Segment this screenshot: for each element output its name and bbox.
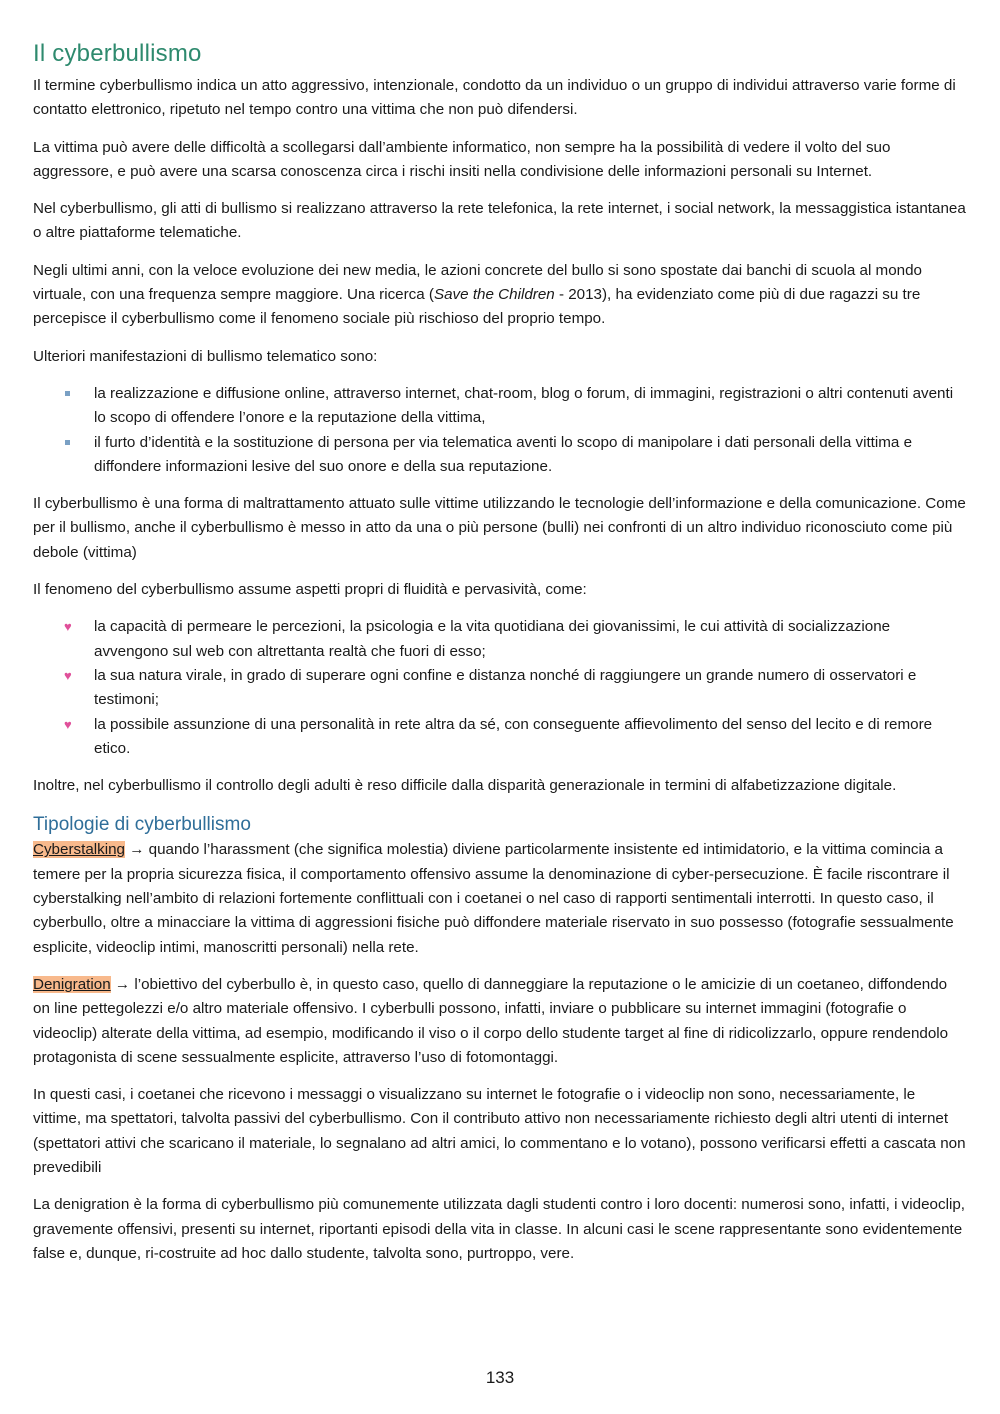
- page-number: 133: [485, 1368, 515, 1387]
- adults-paragraph: Inoltre, nel cyberbullismo il controllo degli adulti è reso difficile dalla disparità generazionale in termini di alfabetizzazione digitale.: [33, 777, 897, 795]
- square-bullet-icon: [65, 391, 70, 396]
- research-source: Save the Children: [433, 286, 555, 304]
- intro-paragraph-1: Il termine cyberbullismo indica un atto aggressivo, intenzionale, condotto da un individuo o un gruppo di individui attraverso varie forme di contatto elettronico, ripetuto nel tempo contro una vittima che non può difendersi.: [33, 77, 956, 119]
- closing-paragraph-1: In questi casi, i coetanei che ricevono i messaggi o visualizzano su internet le fotografie o i videoclip non sono, necessariamente, le vittime, ma spettatori, talvolta passivi del cyberbullismo. Con il contributo attivo non necessariamente richiesto degli altri utenti di internet (spettatori attivi che scaricano il materiale, lo segnalano ad altri amici, lo commentano e lo votano), possono verificarsi effetti a cascata non prevedibili: [33, 1086, 966, 1176]
- aspects-intro: Il fenomeno del cyberbullismo assume aspetti propri di fluidità e pervasività, come:: [33, 581, 587, 599]
- list-item-text: la realizzazione e diffusione online, attraverso internet, chat-room, blog o forum, di immagini, registrazioni o altri contenuti aventi lo scopo di offendere l’onore e la reputazione della vittima,: [94, 384, 954, 427]
- denigration-paragraph: [33, 973, 967, 1070]
- research-text-before: Negli ultimi anni, con la veloce evoluzione dei new media, le azioni concrete del bullo si sono spostate dai banchi di scuola al mondo virtuale, con una frequenza sempre maggiore. Una ricerca (: [33, 261, 922, 304]
- closing-paragraph-2: La denigration è la forma di cyberbullismo più comunemente utilizzata dagli studenti contro i loro docenti: numerosi sono, infatti, i videoclip, gravemente offensivi, presenti su internet, riportanti episodi della vita in classe. In alcuni casi le scene rappresentante sono evidentemente false e, dunque, ri-costruite ad hoc dallo studente, talvolta sono, purtroppo, vere.: [33, 1196, 965, 1262]
- definition-paragraph: Il cyberbullismo è una forma di maltrattamento attuato sulle vittime utilizzando le tecnologie dell’informazione e della comunicazione. Come per il bullismo, anche il cyberbullismo è messo in atto da una o più persone (bulli) nei confronti di un altro individuo riconosciuto come più debole (vittima): [33, 495, 966, 561]
- manifestations-intro: Ulteriori manifestazioni di bullismo telematico sono:: [33, 347, 378, 365]
- list-item: [64, 664, 967, 713]
- denigration-text: → l’obiettivo del cyberbullo è, in questo caso, quello di danneggiare la reputazione o le amicizie di un coetaneo, diffondendo on line pettegolezzi e/o altro materiale offensivo. I cyberbulli possono, infatti, inviare o pubblicare su internet immagini (fotografie o videoclip) alterate della vittima, ad esempio, modificando il viso o il corpo dello studente target al fine di ridicolizzarlo, oppure rendendolo protagonista di scene sessualmente esplicite, attraverso l’uso di fotomontaggi.: [33, 975, 949, 1066]
- cyberstalking-paragraph: [33, 838, 967, 959]
- heart-bullet-icon: ♥: [64, 667, 72, 683]
- manifestations-list: [33, 382, 967, 479]
- list-item: [94, 382, 967, 431]
- list-item-text: la capacità di permeare le percezioni, la psicologia e la vita quotidiana dei giovanissimi, le cui attività di socializzazione avvengono sul web con altrettanta realtà che fuori di esso;: [94, 618, 891, 660]
- list-item: [64, 615, 967, 664]
- research-paragraph: [33, 259, 967, 332]
- list-item-text: il furto d’identità e la sostituzione di persona per via telematica aventi lo scopo di manipolare i dati personali della vittima e diffondere informazioni lesive del suo onore e della sua reputazione.: [94, 433, 913, 475]
- list-item-text: la sua natura virale, in grado di superare ogni confine e distanza nonché di raggiungere un grande numero di osservatori e testimoni;: [94, 666, 917, 709]
- intro-paragraph-3: Nel cyberbullismo, gli atti di bullismo si realizzano attraverso la rete telefonica, la rete internet, i social network, la messaggistica istantanea o altre piattaforme telematiche.: [33, 200, 966, 242]
- page-title: Il cyberbullismo: [33, 40, 202, 67]
- heart-bullet-icon: ♥: [64, 619, 72, 635]
- list-item: [64, 713, 967, 762]
- document-page: [33, 38, 967, 1279]
- intro-paragraph-2: La vittima può avere delle difficoltà a scollegarsi dall’ambiente informatico, non sempre ha la possibilità di vedere il volto del suo aggressore, e può avere una scarsa conoscenza circa i rischi insiti nella condivisione delle informazioni personali su Internet.: [33, 138, 891, 180]
- cyberstalking-term: Cyberstalking: [33, 841, 126, 859]
- section-heading: Tipologie di cyberbullismo: [33, 814, 251, 836]
- cyberstalking-text: → quando l’harassment (che significa molestia) diviene particolarmente insistente ed intimidatorio, e la vittima comincia a temere per la propria sicurezza fisica, il comportamento offensivo assume la denominazione di cyber-persecuzione. È facile riscontrare il cyberstalking nell’ambito di relazioni fortemente conflittuali con i coetanei o nel caso di rapporti sentimentali interrotti. In questo caso, il cyberbullo, oltre a minacciare la vittima di aggressioni fisiche può diffondere materiale riservato in suo possesso (fotografie sessualmente esplicite, videoclip intimi, manoscritti personali) nella rete.: [33, 841, 954, 956]
- aspects-list: [33, 615, 967, 761]
- list-item-text: la possibile assunzione di una personalità in rete altra da sé, con conseguente affievolimento del senso del lecito e di remore etico.: [94, 715, 933, 757]
- square-bullet-icon: [65, 440, 70, 445]
- research-text-after: - 2013), ha evidenziato come più di due ragazzi su tre percepisce il cyberbullismo come il fenomeno sociale più rischioso del proprio tempo.: [33, 286, 921, 328]
- list-item: [94, 431, 967, 480]
- heart-bullet-icon: ♥: [64, 716, 72, 732]
- denigration-term: Denigration: [33, 975, 111, 993]
